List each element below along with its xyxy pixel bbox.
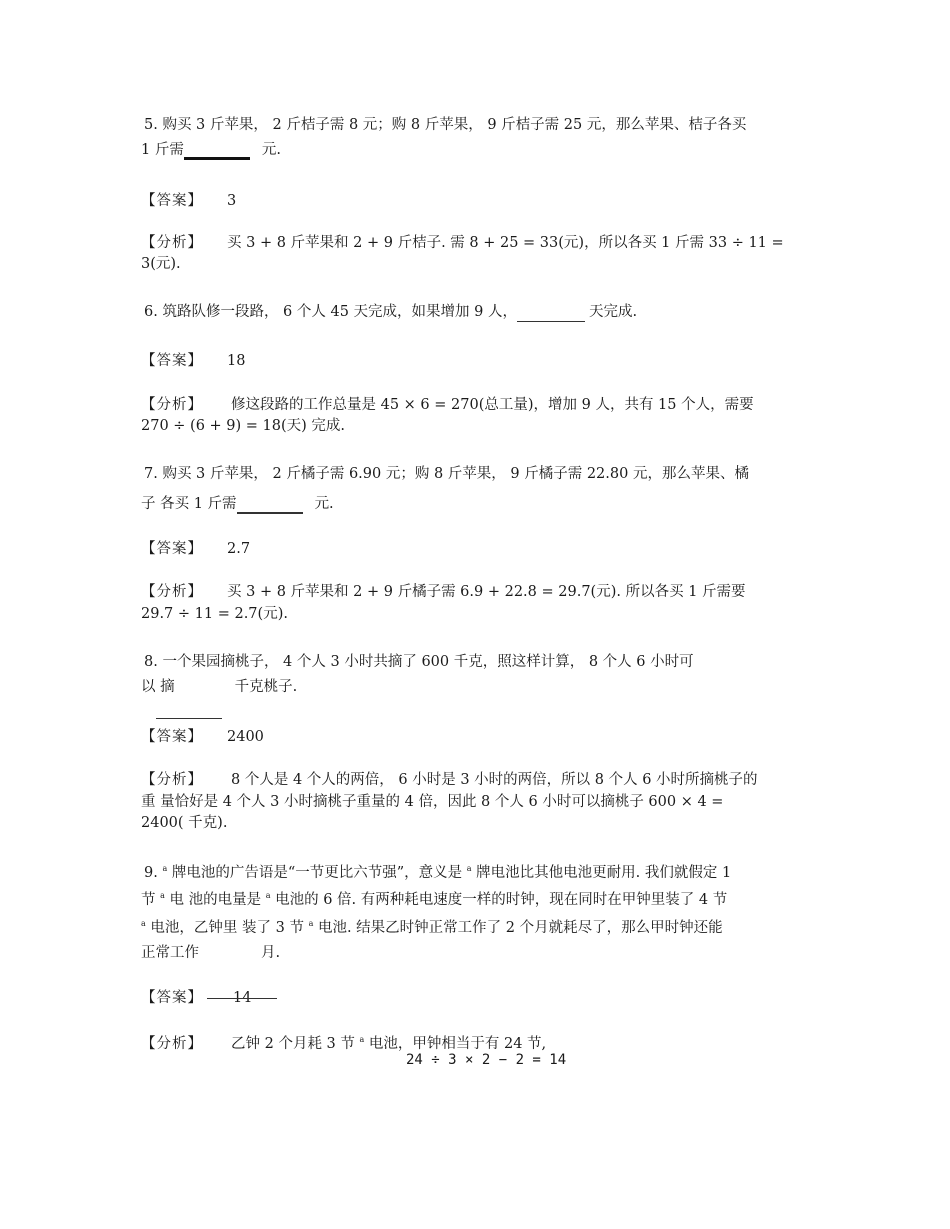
q8-line2-a: 以 摘	[141, 679, 175, 695]
q9-line2	[141, 886, 727, 910]
q9-line4-b: 月.	[261, 945, 281, 961]
answer-label: 【答案】	[141, 541, 203, 557]
q7-answer-blank	[237, 498, 303, 514]
analysis-label: 【分析】	[141, 397, 203, 413]
a-brand-mark: a	[265, 891, 271, 900]
answer-value: 14	[233, 990, 252, 1006]
q6-line1	[144, 302, 637, 322]
q9-line2-seg1: 节	[141, 891, 156, 908]
q7-line2-suffix: 元.	[314, 496, 334, 512]
q9-line3-seg1: 电池，乙钟里 装了 3 节	[150, 919, 304, 936]
q9-formula: 24 ÷ 3 × 2 − 2 = 14	[406, 1052, 567, 1068]
analysis-text: 买 3 + 8 斤苹果和 2 + 9 斤橘子需 6.9 + 22.8 = 29.7(元). 所以各买 1 斤需要	[227, 584, 746, 600]
q5-answer	[141, 191, 236, 211]
q9-answer	[141, 988, 251, 1008]
answer-value: 2.7	[227, 541, 251, 557]
q6-analysis-line2: 270 ÷ (6 + 9) = 18(天) 完成.	[141, 418, 346, 434]
q7-line1: 7. 购买 3 斤苹果， 2 斤橘子需 6.90 元；购 8 斤苹果， 9 斤橘子需 22.80 元，那么苹果、橘	[144, 466, 749, 482]
analysis-text: 买 3 + 8 斤苹果和 2 + 9 斤桔子. 需 8 + 25 = 33(元)，所以各买 1 斤需 33 ÷ 11 =	[227, 235, 784, 251]
q8-analysis-line2: 重 量恰好是 4 个人 3 小时摘桃子重量的 4 倍，因此 8 个人 6 小时可以摘桃子 600 × 4 =	[141, 794, 724, 810]
q7-answer	[141, 539, 250, 559]
q9-line3	[141, 914, 723, 938]
analysis-label: 【分析】	[141, 772, 203, 788]
q8-answer	[141, 727, 264, 747]
q8-line2	[141, 677, 297, 697]
q8-line2-b: 千克桃子.	[234, 679, 298, 695]
a-brand-mark: a	[466, 864, 472, 873]
answer-value: 18	[227, 353, 246, 369]
analysis-text: 8 个人是 4 个人的两倍， 6 小时是 3 小时的两倍，所以 8 个人 6 小时所摘桃子的	[231, 772, 758, 788]
q8-analysis	[141, 770, 758, 790]
q9-number: 9.	[144, 864, 158, 881]
q7-line2-prefix: 子 各买 1 斤需	[141, 496, 237, 512]
q8-line1: 8. 一个果园摘桃子， 4 个人 3 小时共摘了 600 千克，照这样计算， 8 个人 6 小时可	[144, 654, 694, 670]
q9-line1-seg2: 牌电池比其他电池更耐用. 我们就假定 1	[476, 864, 732, 881]
a-brand-mark: a	[359, 1035, 365, 1044]
q6-line1-prefix: 6. 筑路队修一段路， 6 个人 45 天完成，如果增加 9 人，	[144, 304, 517, 320]
q7-analysis-line2: 29.7 ÷ 11 = 2.7(元).	[141, 606, 288, 622]
q7-analysis	[141, 582, 746, 602]
q5-analysis-line2: 3(元).	[141, 256, 181, 272]
analysis-label: 【分析】	[141, 235, 203, 251]
q9-line2-seg3: 电池的 6 倍. 有两种耗电速度一样的时钟，现在同时在甲钟里装了 4 节	[275, 891, 728, 908]
answer-label: 【答案】	[141, 729, 203, 745]
q5-analysis	[141, 233, 784, 253]
q6-answer	[141, 351, 245, 371]
a-brand-mark: a	[162, 864, 168, 873]
q9-line4-a: 正常工作	[141, 945, 199, 961]
analysis-label: 【分析】	[141, 1035, 203, 1052]
answer-value: 3	[227, 193, 237, 209]
q9-line1	[144, 859, 731, 883]
analysis-text-seg2: 电池，甲钟相当于有 24 节,	[368, 1035, 547, 1052]
analysis-text-seg1: 乙钟 2 个月耗 3 节	[231, 1035, 355, 1052]
q5-answer-blank	[184, 143, 250, 160]
q8-answer-blank	[156, 718, 222, 719]
answer-label: 【答案】	[141, 990, 203, 1006]
q5-line2-prefix: 1 斤需	[141, 142, 184, 158]
q6-line1-suffix: 天完成.	[589, 304, 638, 320]
a-brand-mark: a	[308, 919, 314, 928]
q5-line1: 5. 购买 3 斤苹果， 2 斤桔子需 8 元；购 8 斤苹果， 9 斤桔子需 25 元，那么苹果、桔子各买	[144, 117, 747, 133]
answer-label: 【答案】	[141, 193, 203, 209]
q9-line3-seg2: 电池. 结果乙时钟正常工作了 2 个月就耗尽了，那么甲时钟还能	[317, 919, 723, 936]
q9-line4	[141, 943, 280, 963]
analysis-label: 【分析】	[141, 584, 203, 600]
a-brand-mark: a	[160, 891, 165, 900]
answer-label: 【答案】	[141, 353, 203, 369]
q6-answer-blank	[517, 307, 585, 322]
analysis-text: 修这段路的工作总量是 45 × 6 = 270(总工量)，增加 9 人，共有 15 个人，需要	[231, 397, 754, 413]
answer-value: 2400	[227, 729, 264, 745]
q8-analysis-line3: 2400( 千克).	[141, 815, 228, 831]
a-brand-mark: a	[141, 919, 146, 928]
q7-line2	[141, 494, 334, 514]
q5-line2-suffix: 元.	[261, 142, 281, 158]
q6-analysis	[141, 395, 754, 415]
q5-line2	[141, 140, 281, 160]
q9-line2-seg2: 电 池的电量是	[169, 891, 262, 908]
q9-line1-seg1: 牌电池的广告语是“一节更比六节强”，意义是	[171, 864, 463, 881]
